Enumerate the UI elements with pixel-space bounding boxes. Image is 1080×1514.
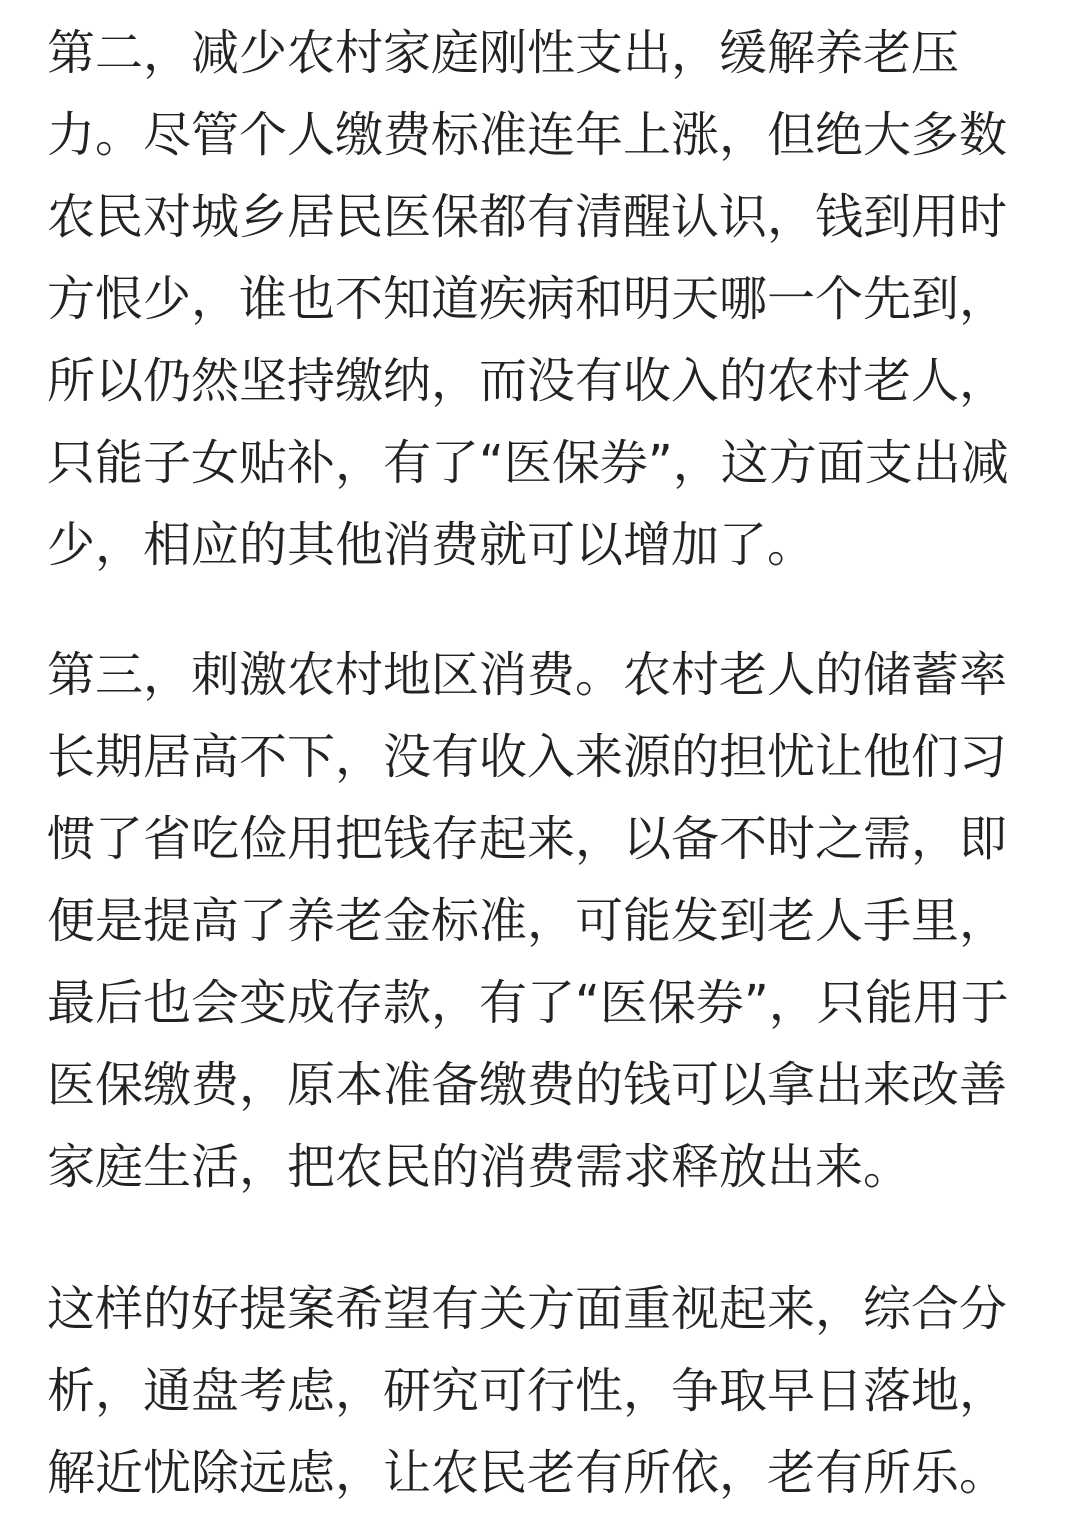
text-line: 家庭生活，把农民的消费需求释放出来。 [47, 1139, 912, 1195]
text-line: 方恨少，谁也不知道疾病和明天哪一个先到， [47, 271, 1008, 327]
text-line: 第二，减少农村家庭刚性支出，缓解养老压 [47, 25, 960, 81]
text-line: 只能子女贴补，有了“医保券”，这方面支出减 [47, 435, 1009, 491]
text-line: 惯了省吃俭用把钱存起来，以备不时之需，即 [47, 811, 1008, 867]
text-line: 便是提高了养老金标准，可能发到老人手里， [47, 893, 1008, 949]
paragraph-spacer [47, 586, 1047, 634]
text-line: 这样的好提案希望有关方面重视起来，综合分 [47, 1281, 1008, 1337]
text-line: 长期居高不下，没有收入来源的担忧让他们习 [47, 729, 1008, 785]
text-line: 少，相应的其他消费就可以增加了。 [47, 517, 816, 573]
text-line: 力。尽管个人缴费标准连年上涨，但绝大多数 [47, 107, 1008, 163]
text-line: 解近忧除远虑，让农民老有所依，老有所乐。 [47, 1445, 1008, 1501]
text-line: 医保缴费，原本准备缴费的钱可以拿出来改善 [47, 1057, 1008, 1113]
text-line: 所以仍然坚持缴纳，而没有收入的农村老人， [47, 353, 1008, 409]
article-body [47, 12, 1047, 1514]
text-line: 析，通盘考虑，研究可行性，争取早日落地， [47, 1363, 1008, 1419]
paragraph-spacer [47, 1208, 1047, 1268]
text-line: 第三，刺激农村地区消费。农村老人的储蓄率 [47, 647, 1008, 703]
paragraph-conclusion [47, 1268, 1047, 1514]
text-line: 农民对城乡居民医保都有清醒认识，钱到用时 [47, 189, 1008, 245]
text-line: 最后也会变成存款，有了“医保券”，只能用于 [47, 975, 1009, 1031]
paragraph-reduce-rigid-expenses [47, 12, 1047, 586]
paragraph-stimulate-consumption [47, 634, 1047, 1208]
